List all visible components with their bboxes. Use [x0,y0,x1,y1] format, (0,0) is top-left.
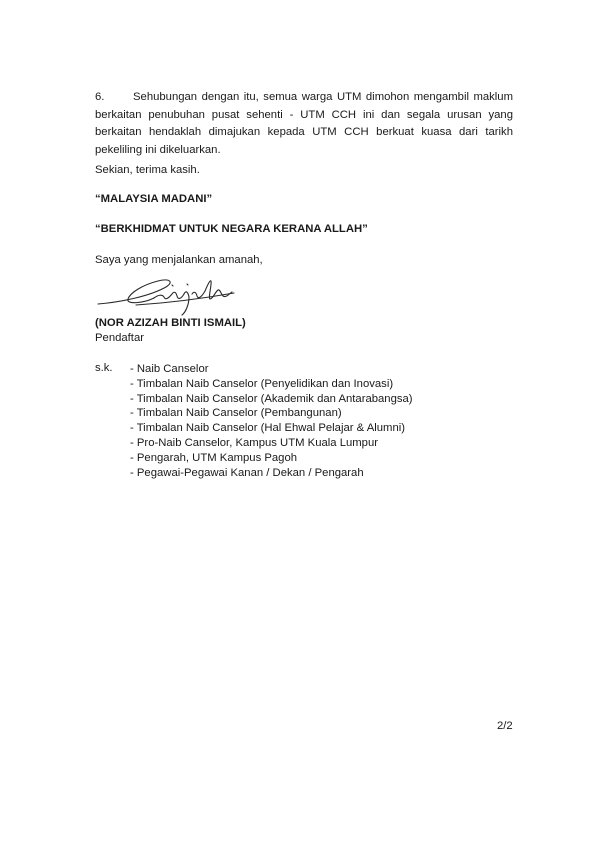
signer-name: (NOR AZIZAH BINTI ISMAIL) [95,317,246,329]
motto-berkhidmat: “BERKHIDMAT UNTUK NEGARA KERANA ALLAH” [95,223,368,235]
cc-recipient: - Timbalan Naib Canselor (Pembangunan) [130,407,342,420]
cc-label: s.k. [95,362,113,374]
cc-recipient: - Pegawai-Pegawai Kanan / Dekan / Pengarah [130,466,364,479]
handwritten-signature [92,272,242,318]
cc-recipient: - Pengarah, UTM Kampus Pagoh [130,451,298,464]
paragraph-text: Sehubungan dengan itu, semua warga UTM dimohon mengambil maklum berkaitan penubuhan pusat sehenti - UTM CCH ini dan segala urusan yang berkaitan hendaklah dimajukan kepada UTM CCH berkuat kuasa dari tarikh pekeliling ini dikeluarkan. [95,91,513,156]
cc-recipient: - Timbalan Naib Canselor (Hal Ehwal Pelajar & Alumni) [130,422,406,435]
motto-malaysia-madani: “MALAYSIA MADANI” [95,193,213,205]
cc-recipient: - Pro-Naib Canselor, Kampus UTM Kuala Lumpur [130,436,379,449]
cc-recipient: - Timbalan Naib Canselor (Penyelidikan dan Inovasi) [130,377,394,390]
trust-line: Saya yang menjalankan amanah, [95,254,263,266]
closing-line: Sekian, terima kasih. [95,164,200,176]
cc-recipient: - Naib Canselor [130,363,209,375]
cc-recipient-list [130,362,413,480]
page-number: 2/2 [497,720,513,732]
signer-title: Pendaftar [95,332,144,344]
paragraph-6 [95,89,513,159]
paragraph-number: 6. [95,91,105,103]
cc-recipient: - Timbalan Naib Canselor (Akademik dan Antarabangsa) [130,392,413,405]
